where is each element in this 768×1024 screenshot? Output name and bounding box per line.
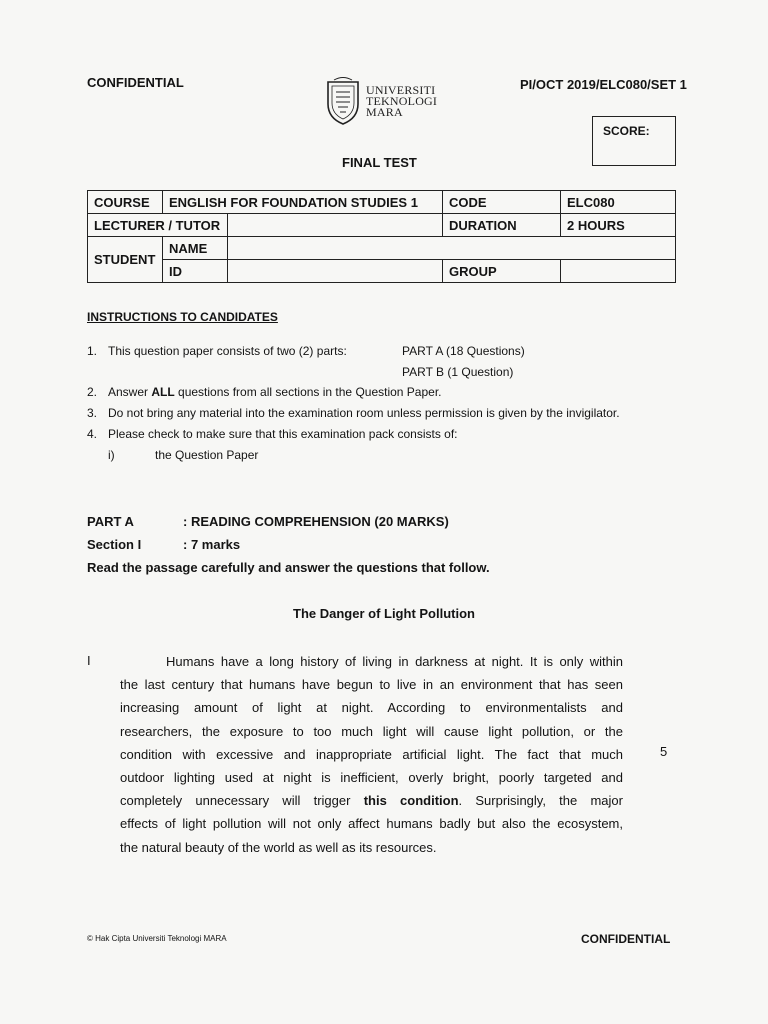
university-logo bbox=[324, 74, 444, 130]
student-label: STUDENT bbox=[88, 237, 163, 283]
course-value: ENGLISH FOR FOUNDATION STUDIES 1 bbox=[163, 191, 443, 214]
passage-line: the last century that humans have begun to live in an environment that has seen bbox=[120, 677, 623, 693]
name-label: NAME bbox=[163, 237, 228, 260]
copyright-footer: © Hak Cipta Universiti Teknologi MARA bbox=[87, 934, 227, 943]
course-info-table bbox=[87, 190, 676, 283]
passage-line-emphasis: this condition bbox=[363, 793, 459, 809]
instruction-number: 2. bbox=[87, 385, 98, 399]
instruction-text: This question paper consists of two (2) parts: bbox=[108, 344, 347, 358]
instruction-number: 1. bbox=[87, 344, 98, 358]
logo-text-line: MARA bbox=[366, 105, 403, 119]
code-label: CODE bbox=[443, 191, 561, 214]
passage-line: Humans have a long history of living in darkness at night. It is only within bbox=[166, 654, 623, 669]
instruction-text-pre: Answer bbox=[108, 385, 152, 399]
group-field[interactable] bbox=[561, 260, 676, 283]
instruction-text bbox=[108, 385, 442, 399]
instructions-title: INSTRUCTIONS TO CANDIDATES bbox=[87, 310, 278, 324]
passage-paragraph bbox=[120, 650, 623, 859]
instruction-number: 3. bbox=[87, 406, 98, 420]
instruction-text-emphasis: ALL bbox=[151, 385, 175, 399]
id-label: ID bbox=[163, 260, 228, 283]
instruction-part-a: PART A (18 Questions) bbox=[402, 344, 525, 358]
crest-icon bbox=[324, 76, 362, 126]
paragraph-number: I bbox=[87, 653, 91, 668]
paper-code: PI/OCT 2019/ELC080/SET 1 bbox=[520, 77, 687, 92]
confidential-header: CONFIDENTIAL bbox=[87, 75, 184, 90]
id-field[interactable] bbox=[228, 260, 443, 283]
code-value: ELC080 bbox=[561, 191, 676, 214]
logo-text-line: UNIVERSITI bbox=[366, 83, 436, 97]
passage-line: outdoor lighting used at night is inefficient, overly bright, poorly targeted and bbox=[120, 769, 623, 785]
section-label: Section I bbox=[87, 537, 142, 552]
instruction-text: the Question Paper bbox=[155, 448, 259, 462]
lecturer-field[interactable] bbox=[228, 214, 443, 237]
instruction-part-b: PART B (1 Question) bbox=[402, 365, 514, 379]
instruction-sub-number: i) bbox=[108, 448, 115, 462]
reading-directive: Read the passage carefully and answer the questions that follow. bbox=[87, 560, 490, 575]
course-label: COURSE bbox=[88, 191, 163, 214]
line-number-marker: 5 bbox=[660, 744, 668, 759]
part-a-title: : READING COMPREHENSION (20 MARKS) bbox=[183, 514, 449, 529]
test-title: FINAL TEST bbox=[342, 155, 417, 170]
passage-line: condition with excessive and inappropriate artificial light. The fact that much bbox=[120, 746, 623, 762]
passage-line-segment: . Surprisingly, the major bbox=[458, 793, 623, 809]
passage-line-segment: completely unnecessary will trigger bbox=[120, 793, 351, 809]
score-label: SCORE: bbox=[603, 124, 650, 138]
passage-title: The Danger of Light Pollution bbox=[293, 606, 475, 621]
instruction-number: 4. bbox=[87, 427, 98, 441]
group-label: GROUP bbox=[443, 260, 561, 283]
passage-line: the natural beauty of the world as well as its resources. bbox=[120, 839, 437, 855]
logo-text-line: TEKNOLOGI bbox=[366, 94, 438, 108]
passage-line: increasing amount of light at night. According to environmentalists and bbox=[120, 700, 623, 716]
passage-line: effects of light pollution will not only affect humans badly but also the ecosystem, bbox=[120, 816, 623, 832]
score-box bbox=[592, 116, 676, 166]
passage-line bbox=[120, 789, 623, 812]
section-marks: : 7 marks bbox=[183, 537, 241, 552]
instruction-text: Do not bring any material into the examination room unless permission is given by the invigilator. bbox=[108, 406, 620, 420]
instruction-text-post: questions from all sections in the Question Paper. bbox=[174, 385, 442, 399]
duration-value: 2 HOURS bbox=[561, 214, 676, 237]
confidential-footer: CONFIDENTIAL bbox=[581, 932, 671, 946]
passage-line: researchers, the exposure to too much light will cause light pollution, or the bbox=[120, 723, 623, 739]
part-a-label: PART A bbox=[87, 514, 134, 529]
duration-label: DURATION bbox=[443, 214, 561, 237]
lecturer-label: LECTURER / TUTOR bbox=[88, 214, 228, 237]
name-field[interactable] bbox=[228, 237, 676, 260]
instruction-text: Please check to make sure that this examination pack consists of: bbox=[108, 427, 458, 441]
